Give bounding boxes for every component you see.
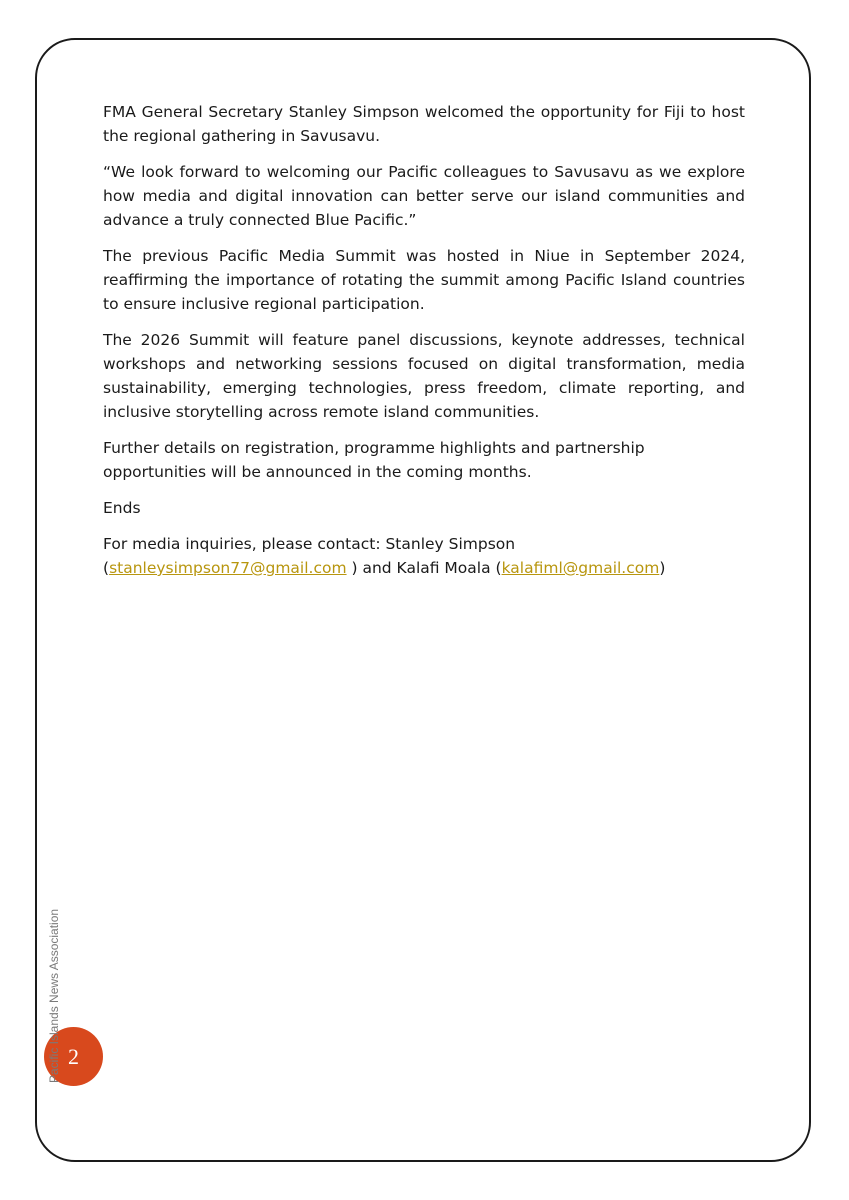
paragraph-summit-features: The 2026 Summit will feature panel discussions, keynote addresses, technical workshops and networking sessions focused on digital transformation, media sustainability, emerging technologies, press freedom, climate reporting, and inclusive storytelling across remote island communities. — [103, 331, 745, 421]
contact-prefix: For media inquiries, please contact: Stanley Simpson ( — [103, 535, 516, 577]
contact-paragraph — [103, 532, 745, 580]
paragraph-quote: “We look forward to welcoming our Pacific colleagues to Savusavu as we explore how media and digital innovation can better serve our island communities and advance a truly connected Blue Pacific.” — [103, 163, 745, 229]
document-body — [103, 100, 745, 592]
paragraph-welcome: FMA General Secretary Stanley Simpson welcomed the opportunity for Fiji to host the regional gathering in Savusavu. — [103, 103, 745, 145]
email-link-stanley[interactable]: stanleysimpson77@gmail.com — [109, 559, 347, 577]
ends-marker: Ends — [103, 499, 141, 517]
organization-vertical-label: Pacific Islands News Association — [47, 908, 61, 1083]
paragraph-further-details: Further details on registration, programme highlights and partnership opportunities will be announced in the coming months. — [103, 439, 645, 481]
paragraph-previous-summit: The previous Pacific Media Summit was hosted in Niue in September 2024, reaffirming the importance of rotating the summit among Pacific Island countries to ensure inclusive regional participation. — [103, 247, 745, 313]
email-link-kalafi[interactable]: kalafiml@gmail.com — [501, 559, 660, 577]
page-number: 2 — [68, 1043, 79, 1069]
contact-mid: ) and Kalafi Moala ( — [346, 559, 502, 577]
contact-suffix: ) — [659, 559, 666, 577]
